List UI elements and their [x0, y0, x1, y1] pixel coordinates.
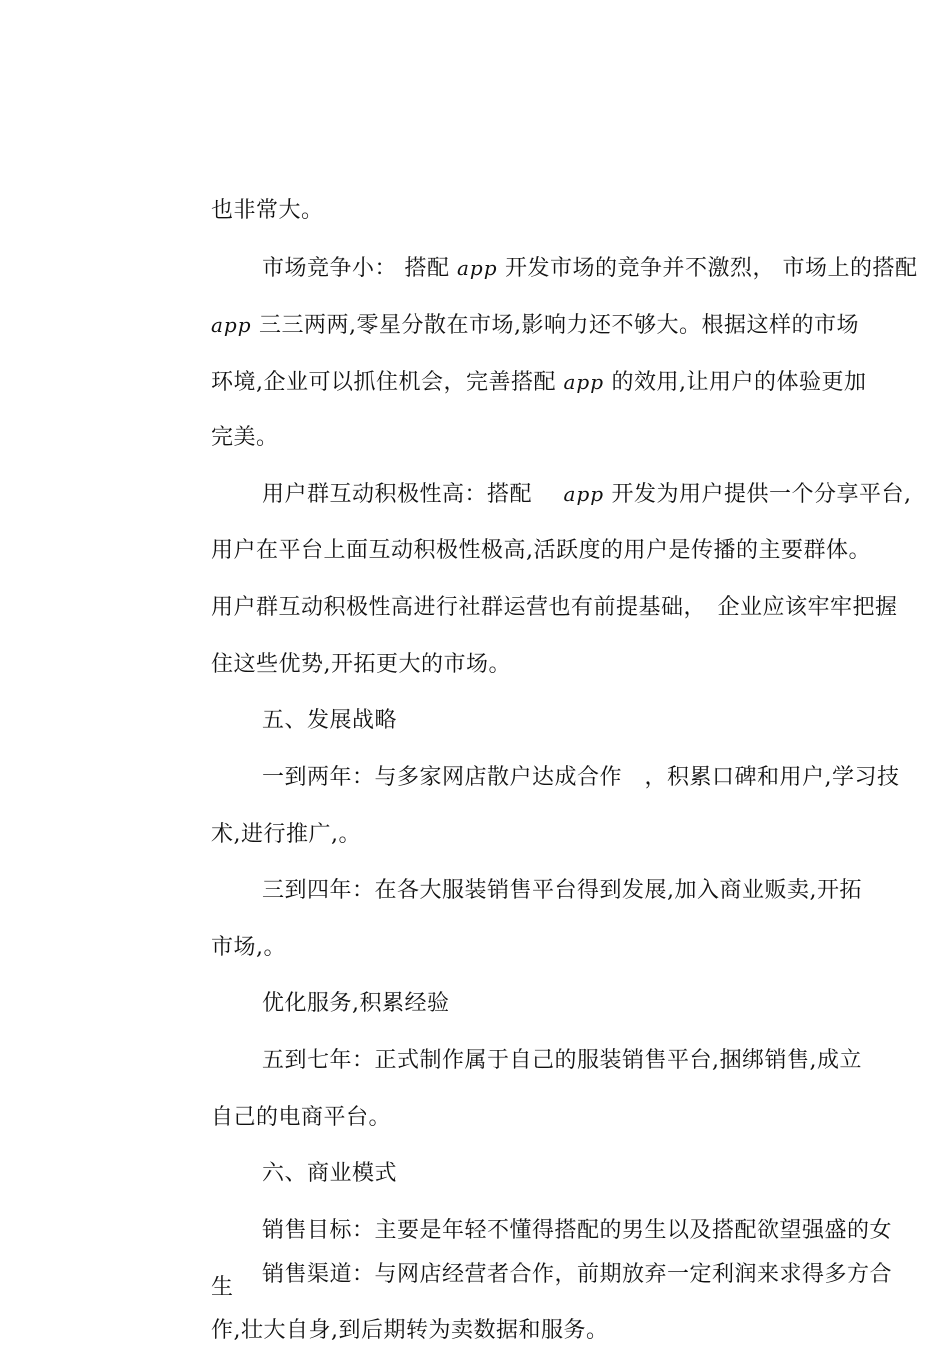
text-line	[211, 368, 867, 397]
text-segment: 市场,。	[211, 935, 286, 960]
app-term: app	[563, 482, 605, 506]
app-term: app	[211, 313, 252, 337]
text-segment: 作,壮大自身,到后期转为卖数据和服务。	[211, 1318, 609, 1343]
text-segment: 住这些优势,开拓更大的市场。	[211, 652, 511, 677]
text-segment: 一到两年：与多家网店散户达成合作 ，积累口碑和用户,学习技	[262, 765, 900, 790]
text-segment: 三到四年：在各大服装销售平台得到发展,加入商业贩卖,开拓	[262, 878, 862, 903]
text-segment: 完美。	[211, 425, 279, 450]
text-line	[211, 651, 511, 679]
text-line	[211, 1274, 234, 1302]
heading-text: 六、商业模式	[262, 1161, 398, 1186]
text-line	[262, 480, 912, 509]
text-line	[211, 594, 898, 622]
text-segment: 开发市场的竞争并不激烈， 市场上的搭配	[505, 256, 918, 281]
text-segment: 用户在平台上面互动积极性极高,活跃度的用户是传播的主要群体。	[211, 538, 871, 563]
text-line	[262, 877, 862, 905]
section-heading	[262, 707, 397, 735]
heading-text: 五、发展战略	[262, 708, 398, 733]
text-line	[211, 934, 286, 962]
text-line	[262, 254, 918, 283]
text-line	[211, 311, 859, 340]
text-segment: 销售渠道：与网店经营者合作，前期放弃一定利润来求得多方合	[262, 1262, 893, 1287]
text-segment: 三三两两,零星分散在市场,影响力还不够大。根据这样的市场	[259, 313, 860, 338]
text-line	[262, 764, 900, 792]
text-line	[211, 197, 324, 225]
text-segment: 生	[211, 1275, 234, 1300]
text-line	[211, 821, 361, 849]
text-segment: 五到七年：正式制作属于自己的服装销售平台,捆绑销售,成立	[262, 1048, 862, 1073]
section-heading	[262, 1160, 397, 1188]
text-segment: 用户群互动积极性高进行社群运营也有前提基础， 企业应该牢牢把握	[211, 595, 898, 620]
text-line	[211, 424, 279, 452]
text-segment: 也非常大。	[211, 198, 324, 223]
text-line	[262, 1217, 892, 1245]
text-line	[211, 1317, 609, 1345]
text-segment: 开发为用户提供一个分享平台,	[611, 482, 912, 507]
text-segment: 用户群互动积极性高：搭配	[262, 482, 533, 507]
text-segment: 优化服务,积累经验	[262, 991, 450, 1016]
text-line	[262, 1047, 862, 1075]
app-term: app	[563, 370, 605, 394]
text-line	[211, 537, 871, 565]
text-line	[211, 1104, 391, 1132]
text-line	[262, 1261, 892, 1289]
app-term: app	[457, 256, 498, 280]
text-segment: 自己的电商平台。	[211, 1105, 392, 1130]
text-line	[262, 990, 450, 1018]
text-segment: 环境,企业可以抓住机会，完善搭配	[211, 370, 556, 395]
text-segment: 的效用,让用户的体验更加	[611, 370, 867, 395]
text-segment: 市场竞争小： 搭配	[262, 256, 450, 281]
text-segment: 销售目标：主要是年轻不懂得搭配的男生以及搭配欲望强盛的女	[262, 1218, 893, 1243]
text-segment: 术,进行推广,。	[211, 822, 361, 847]
